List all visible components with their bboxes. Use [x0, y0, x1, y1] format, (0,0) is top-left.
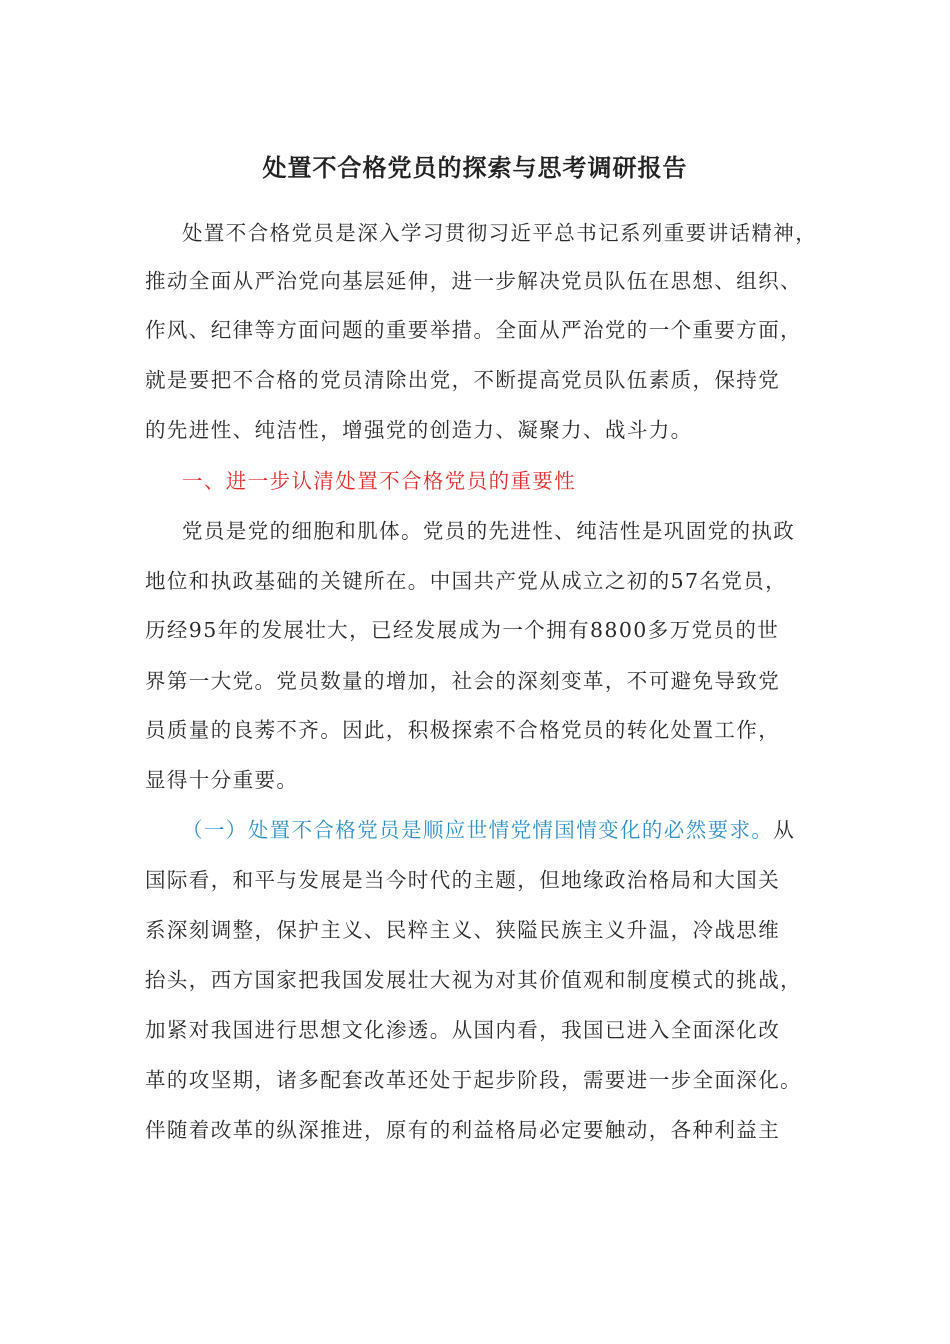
paragraph-line: 处置不合格党员是深入学习贯彻习近平总书记系列重要讲话精神， [182, 221, 818, 245]
document-title: 处置不合格党员的探索与思考调研报告 [262, 153, 688, 182]
paragraph-line: 伴随着改革的纵深推进，原有的利益格局必定要触动，各种利益主 [145, 1118, 781, 1142]
paragraph-line: 的先进性、纯洁性，增强党的创造力、凝聚力、战斗力。 [145, 418, 693, 442]
paragraph-line: 系深刻调整，保护主义、民粹主义、狭隘民族主义升温，冷战思维 [145, 918, 781, 942]
paragraph-line: 加紧对我国进行思想文化渗透。从国内看，我国已进入全面深化改 [145, 1018, 781, 1042]
paragraph-text: 从 [773, 818, 796, 842]
paragraph-line: 推动全面从严治党向基层延伸，进一步解决党员队伍在思想、组织、 [145, 269, 802, 293]
paragraph-line: 历经95年的发展壮大，已经发展成为一个拥有8800多万党员的世 [145, 618, 780, 642]
paragraph-line: 就是要把不合格的党员清除出党，不断提高党员队伍素质，保持党 [145, 368, 781, 392]
paragraph-line: 员质量的良莠不齐。因此，积极探索不合格党员的转化处置工作， [145, 718, 781, 742]
section-heading: 一、进一步认清处置不合格党员的重要性 [182, 469, 577, 493]
paragraph-line: 界第一大党。党员数量的增加，社会的深刻变革，不可避免导致党 [145, 669, 781, 693]
paragraph-line: 党员是党的细胞和肌体。党员的先进性、纯洁性是巩固党的执政 [182, 519, 796, 543]
paragraph-line: 显得十分重要。 [145, 768, 299, 792]
paragraph-line: 作风、纪律等方面问题的重要举措。全面从严治党的一个重要方面， [145, 318, 802, 342]
subsection-heading: （一）处置不合格党员是顺应世情党情国情变化的必然要求。 [182, 818, 774, 842]
paragraph-line: 国际看，和平与发展是当今时代的主题，但地缘政治格局和大国关 [145, 868, 781, 892]
subsection-line [182, 815, 795, 845]
paragraph-line: 抬头，西方国家把我国发展壮大视为对其价值观和制度模式的挑战， [145, 968, 802, 992]
paragraph-line: 革的攻坚期，诸多配套改革还处于起步阶段，需要进一步全面深化。 [145, 1068, 802, 1092]
paragraph-line: 地位和执政基础的关键所在。中国共产党从成立之初的57名党员， [145, 569, 788, 593]
